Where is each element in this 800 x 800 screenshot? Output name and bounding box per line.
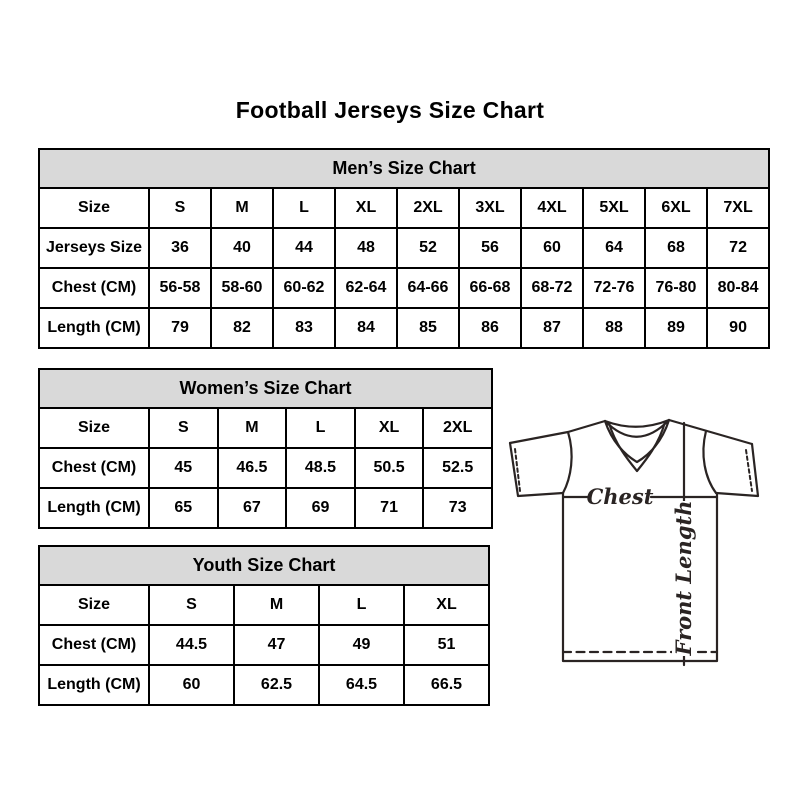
value-cell: S	[149, 408, 218, 448]
value-cell: XL	[335, 188, 397, 228]
value-cell: 68-72	[521, 268, 583, 308]
value-cell: 66-68	[459, 268, 521, 308]
value-cell: L	[286, 408, 355, 448]
value-cell: 89	[645, 308, 707, 348]
table-header: Men’s Size Chart	[39, 149, 769, 188]
table-row	[39, 665, 489, 705]
value-cell: 7XL	[707, 188, 769, 228]
value-cell: 66.5	[404, 665, 489, 705]
value-cell: 87	[521, 308, 583, 348]
value-cell: 45	[149, 448, 218, 488]
value-cell: 72-76	[583, 268, 645, 308]
right-sleeve-cuff-stitch-dash	[746, 450, 752, 491]
value-cell: S	[149, 188, 211, 228]
value-cell: 6XL	[645, 188, 707, 228]
womens-size-table	[38, 368, 493, 529]
row-label: Size	[39, 188, 149, 228]
chest-label: Chest	[586, 484, 654, 509]
value-cell: 90	[707, 308, 769, 348]
value-cell: XL	[404, 585, 489, 625]
value-cell: 44	[273, 228, 335, 268]
value-cell: 5XL	[583, 188, 645, 228]
row-label: Chest (CM)	[39, 448, 149, 488]
row-label: Chest (CM)	[39, 268, 149, 308]
page-title: Football Jerseys Size Chart	[235, 97, 545, 123]
value-cell: 67	[218, 488, 287, 528]
row-label: Chest (CM)	[39, 625, 149, 665]
value-cell: 47	[234, 625, 319, 665]
table-row	[39, 188, 769, 228]
jersey-right-armhole-seam	[703, 431, 716, 493]
value-cell: L	[273, 188, 335, 228]
value-cell: 82	[211, 308, 273, 348]
table-row	[39, 448, 492, 488]
value-cell: 86	[459, 308, 521, 348]
value-cell: M	[234, 585, 319, 625]
value-cell: 62-64	[335, 268, 397, 308]
value-cell: 52.5	[423, 448, 492, 488]
value-cell: 68	[645, 228, 707, 268]
value-cell: 49	[319, 625, 404, 665]
table-row	[39, 625, 489, 665]
value-cell: 56	[459, 228, 521, 268]
value-cell: 84	[335, 308, 397, 348]
table-row	[39, 268, 769, 308]
jersey-left-armhole-seam	[563, 432, 572, 493]
value-cell: 62.5	[234, 665, 319, 705]
value-cell: 48.5	[286, 448, 355, 488]
value-cell: 36	[149, 228, 211, 268]
value-cell: M	[218, 408, 287, 448]
value-cell: 60	[149, 665, 234, 705]
value-cell: 73	[423, 488, 492, 528]
value-cell: 64-66	[397, 268, 459, 308]
value-cell: 58-60	[211, 268, 273, 308]
value-cell: 88	[583, 308, 645, 348]
value-cell: 44.5	[149, 625, 234, 665]
value-cell: 79	[149, 308, 211, 348]
value-cell: 72	[707, 228, 769, 268]
row-label: Jerseys Size	[39, 228, 149, 268]
value-cell: 51	[404, 625, 489, 665]
value-cell: 85	[397, 308, 459, 348]
value-cell: 83	[273, 308, 335, 348]
value-cell: S	[149, 585, 234, 625]
value-cell: 65	[149, 488, 218, 528]
value-cell: 46.5	[218, 448, 287, 488]
table-row	[39, 585, 489, 625]
value-cell: 4XL	[521, 188, 583, 228]
jersey-right-shoulder-line	[669, 420, 752, 444]
jersey-diagram	[505, 400, 775, 670]
value-cell: 3XL	[459, 188, 521, 228]
value-cell: XL	[355, 408, 424, 448]
collar-back-rim-arc	[605, 420, 669, 427]
value-cell: 52	[397, 228, 459, 268]
value-cell: 60-62	[273, 268, 335, 308]
value-cell: 2XL	[397, 188, 459, 228]
value-cell: 50.5	[355, 448, 424, 488]
row-label: Size	[39, 408, 149, 448]
jersey-left-shoulder-line	[510, 421, 605, 443]
value-cell: 60	[521, 228, 583, 268]
table-row	[39, 488, 492, 528]
value-cell: 69	[286, 488, 355, 528]
value-cell: L	[319, 585, 404, 625]
row-label: Length (CM)	[39, 665, 149, 705]
row-label: Length (CM)	[39, 308, 149, 348]
value-cell: 40	[211, 228, 273, 268]
table-row	[39, 228, 769, 268]
row-label: Size	[39, 585, 149, 625]
front-length-label: Front Length	[671, 500, 696, 656]
row-label: Length (CM)	[39, 488, 149, 528]
value-cell: 76-80	[645, 268, 707, 308]
value-cell: 64.5	[319, 665, 404, 705]
value-cell: 71	[355, 488, 424, 528]
table-header: Youth Size Chart	[39, 546, 489, 585]
table-row	[39, 408, 492, 448]
value-cell: 80-84	[707, 268, 769, 308]
table-row	[39, 308, 769, 348]
table-header: Women’s Size Chart	[39, 369, 492, 408]
value-cell: 2XL	[423, 408, 492, 448]
youth-size-table	[38, 545, 490, 706]
value-cell: 64	[583, 228, 645, 268]
value-cell: M	[211, 188, 273, 228]
mens-size-table	[38, 148, 770, 349]
value-cell: 56-58	[149, 268, 211, 308]
value-cell: 48	[335, 228, 397, 268]
